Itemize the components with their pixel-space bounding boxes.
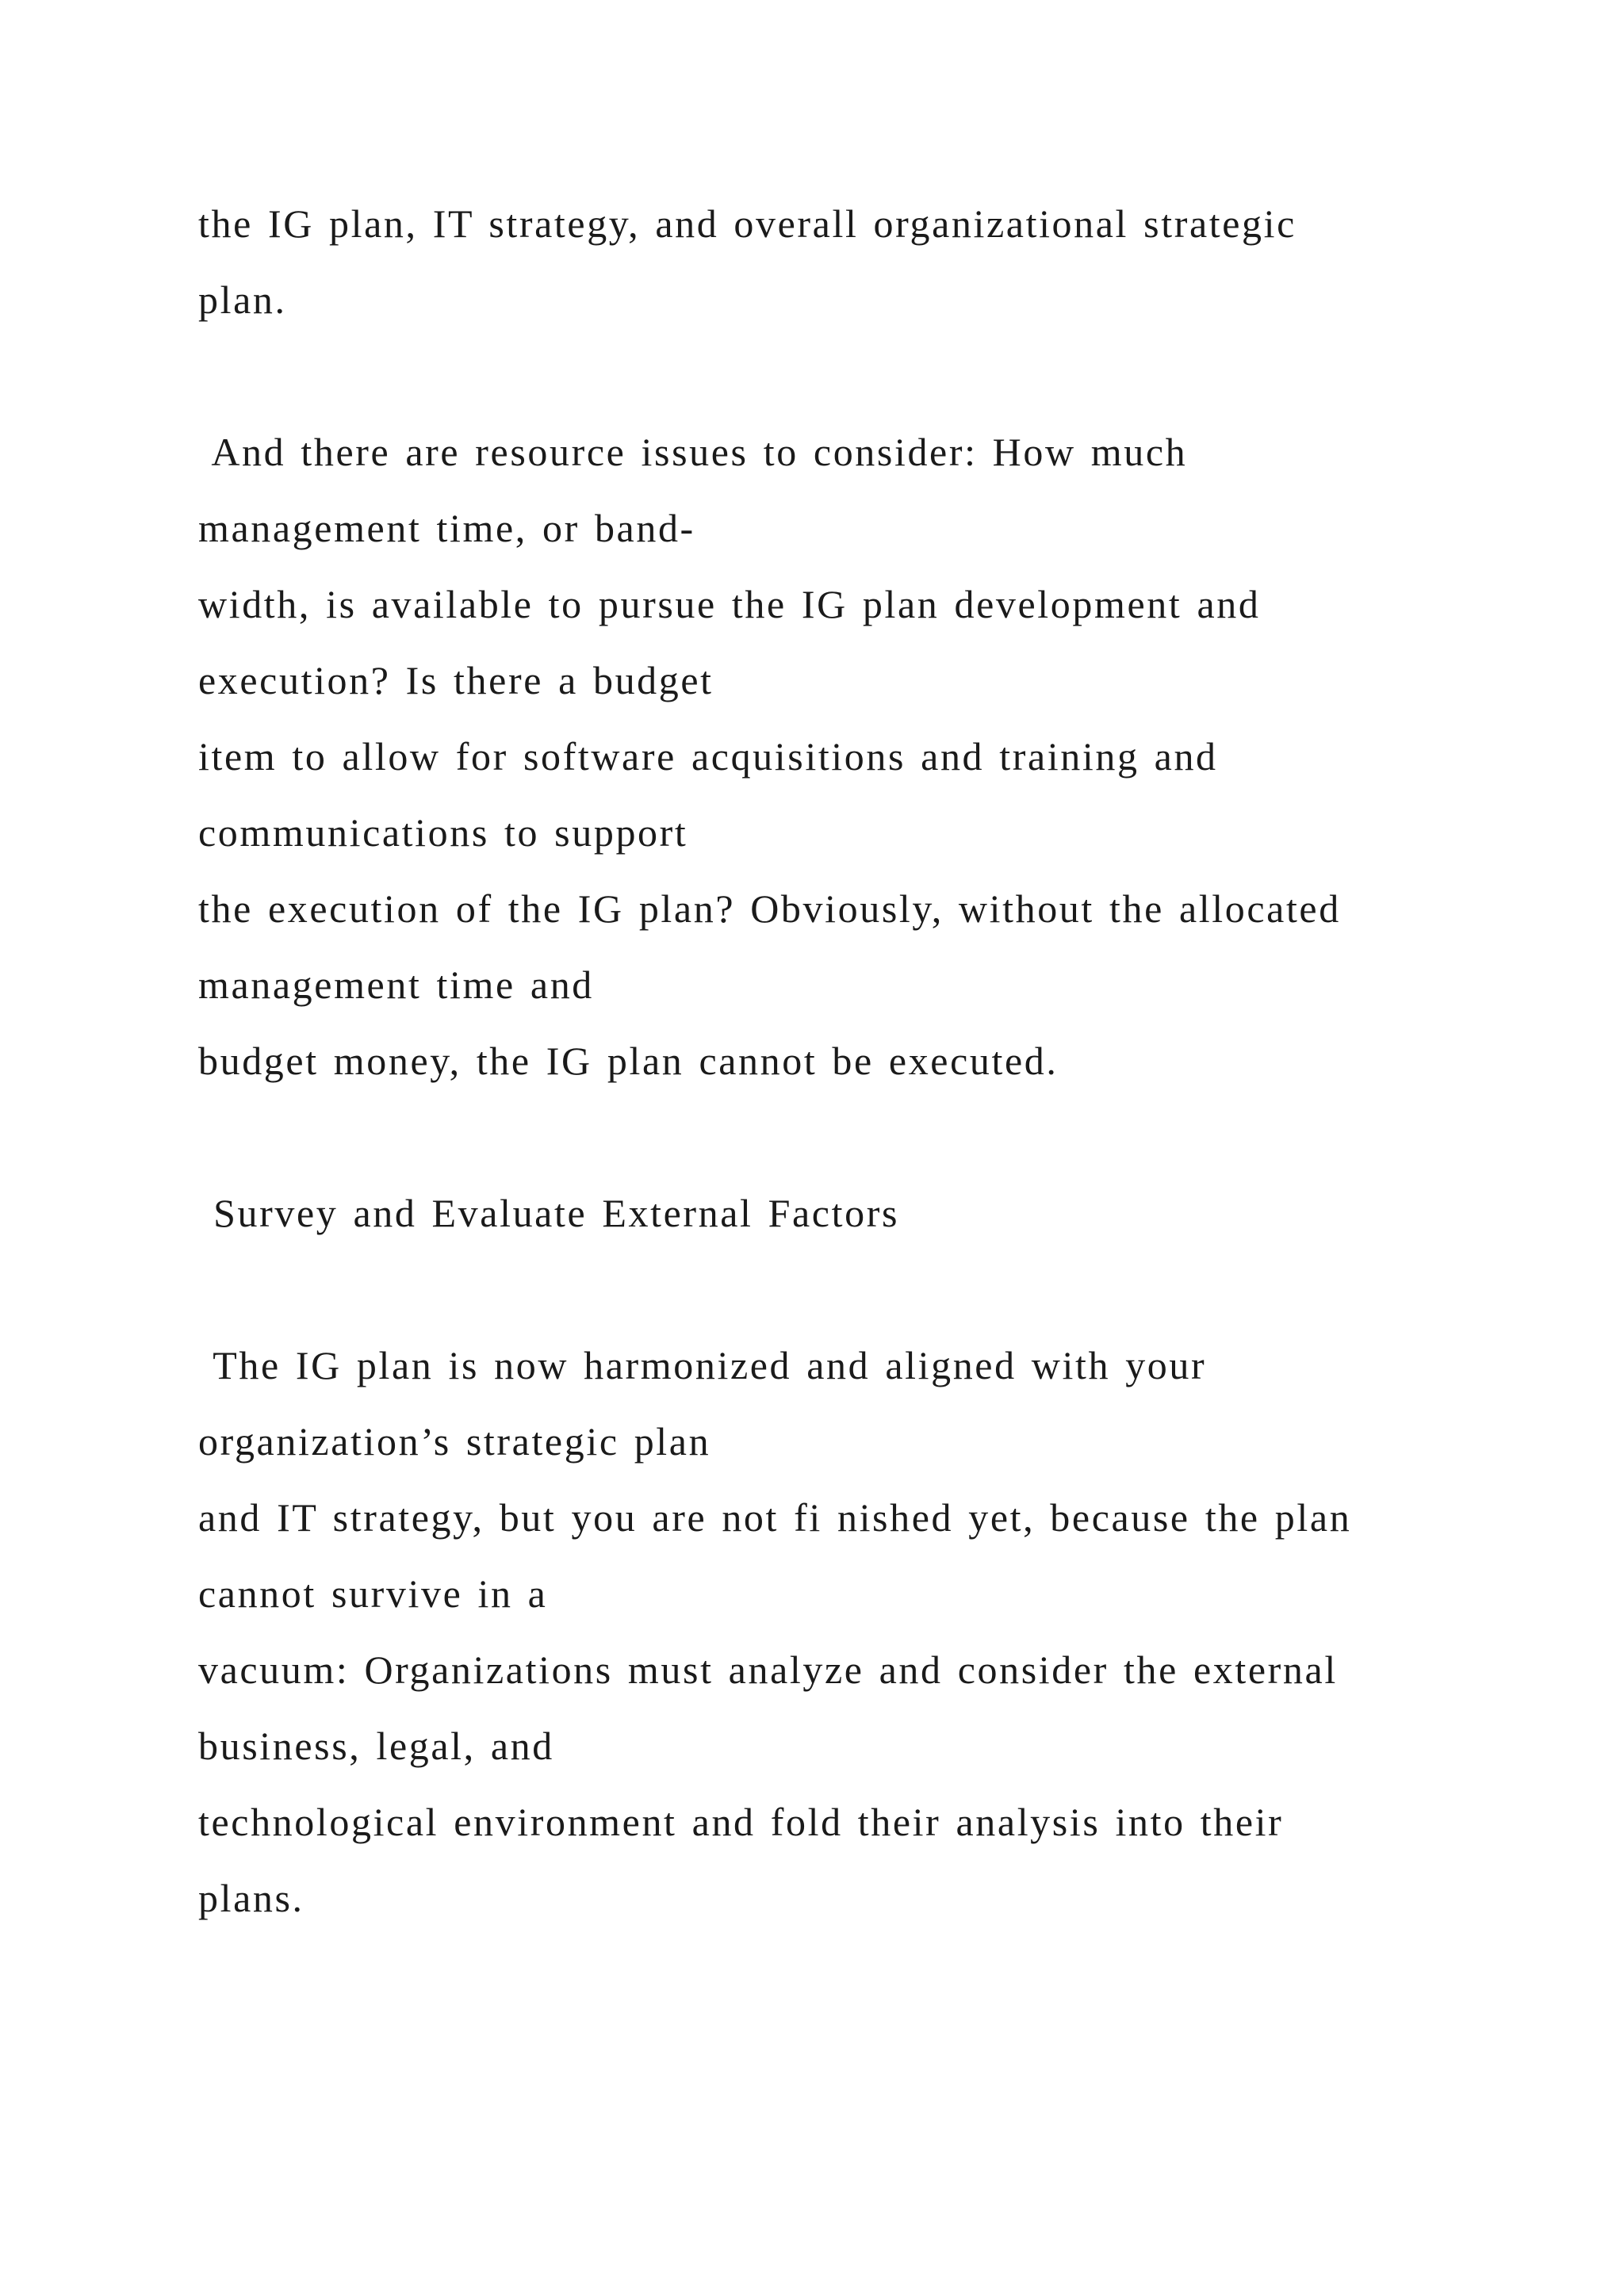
text-line: organization’s strategic plan: [198, 1419, 711, 1464]
text-line: business, legal, and: [198, 1724, 554, 1768]
text-line: plans.: [198, 1876, 304, 1920]
text-line: And there are resource issues to consider: How much: [198, 430, 1188, 474]
text-line: width, is available to pursue the IG plan development and: [198, 582, 1261, 626]
text-line: execution? Is there a budget: [198, 658, 714, 702]
text-line: vacuum: Organizations must analyze and consider the external: [198, 1647, 1338, 1692]
text-line: The IG plan is now harmonized and aligned with your: [198, 1343, 1207, 1387]
text-line: the IG plan, IT strategy, and overall organizational strategic: [198, 201, 1297, 246]
text-line: technological environment and fold their analysis into their: [198, 1800, 1284, 1844]
text-line: cannot survive in a: [198, 1571, 548, 1616]
text-line: item to allow for software acquisitions and training and: [198, 734, 1218, 779]
text-line: the execution of the IG plan? Obviously, without the allocated: [198, 886, 1341, 931]
text-line: and IT strategy, but you are not fi nished yet, because the plan: [198, 1495, 1352, 1540]
text-line: plan.: [198, 277, 287, 322]
text-line: management time and: [198, 962, 594, 1007]
text-line: communications to support: [198, 810, 688, 855]
text-line: management time, or band-: [198, 506, 695, 550]
section-heading: Survey and Evaluate External Factors: [198, 1191, 899, 1235]
text-line: budget money, the IG plan cannot be executed.: [198, 1039, 1059, 1083]
